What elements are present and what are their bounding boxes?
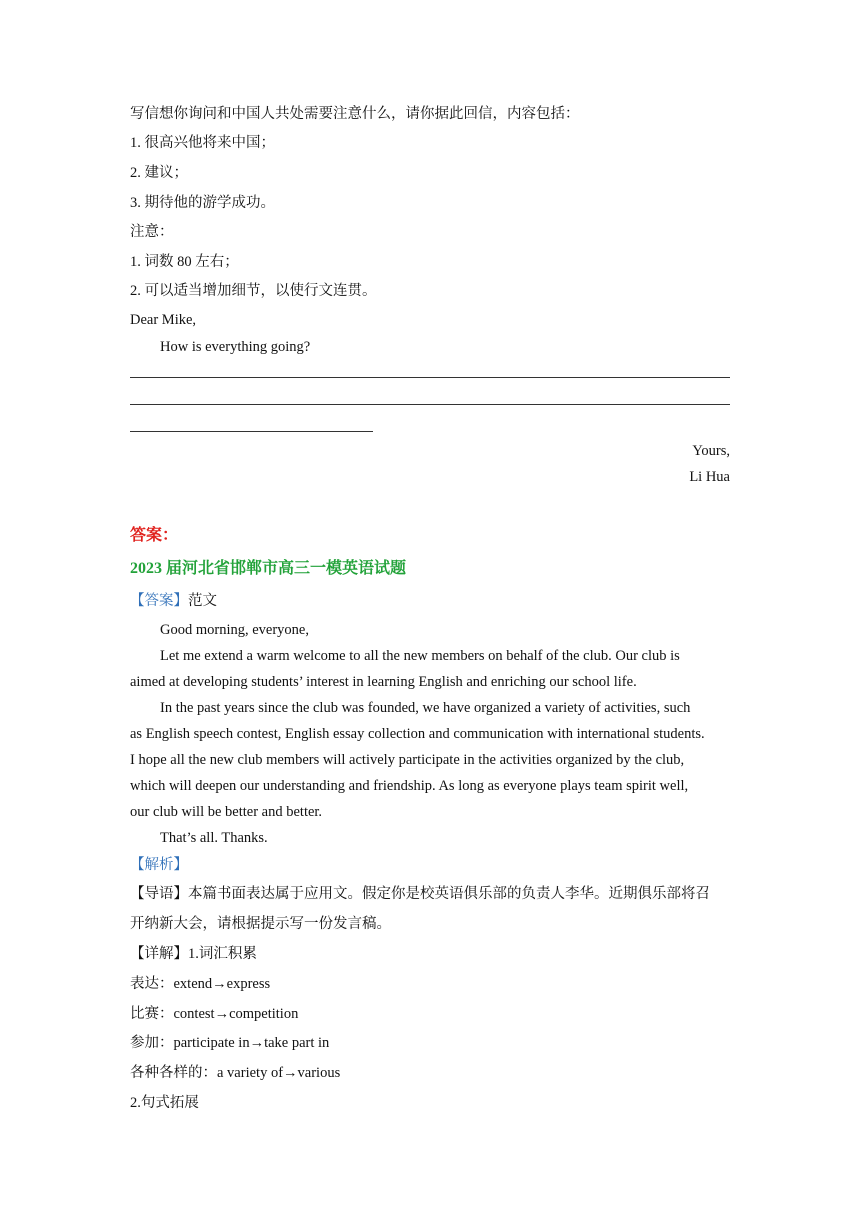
essay-line: I hope all the new club members will actively participate in the activities organized by the club, bbox=[130, 752, 685, 768]
guide-line-2: 开纳新大会，请根据提示写一份发言稿。 bbox=[130, 916, 391, 932]
guide-line-1 bbox=[130, 884, 710, 904]
section-2-title: 2.句式拓展 bbox=[130, 1095, 199, 1111]
answer-heading: 答案： bbox=[130, 527, 179, 544]
note-2: 2. 可以适当增加细节，以使行文连贯。 bbox=[130, 283, 377, 299]
letter-opening: How is everything going? bbox=[160, 339, 311, 355]
essay-line: aimed at developing students’ interest in learning English and enriching our school life. bbox=[130, 674, 637, 690]
essay-line: as English speech contest, English essay collection and communication with international students. bbox=[130, 726, 705, 742]
detail-line bbox=[130, 944, 257, 964]
letter-signature: Li Hua bbox=[689, 469, 730, 485]
note-1: 1. 词数 80 左右； bbox=[130, 254, 239, 270]
prompt-point-3: 3. 期待他的游学成功。 bbox=[130, 195, 275, 211]
answer-line-2 bbox=[130, 404, 730, 405]
essay-line: Good morning, everyone, bbox=[160, 622, 309, 638]
exam-title: 2023 届河北省邯郸市高三一模英语试题 bbox=[130, 560, 407, 577]
answer-tag-line bbox=[130, 591, 217, 611]
essay-line: That’s all. Thanks. bbox=[160, 830, 268, 846]
answer-line-3 bbox=[130, 431, 373, 432]
essay-line: our club will be better and better. bbox=[130, 804, 323, 820]
prompt-point-1: 1. 很高兴他将来中国； bbox=[130, 135, 275, 151]
prompt-intro: 写信想你询问和中国人共处需要注意什么，请你据此回信，内容包括： bbox=[130, 106, 580, 122]
analysis-tag: 【解析】 bbox=[130, 857, 188, 873]
detail-title: 1.词汇积累 bbox=[188, 946, 257, 962]
answer-line-1 bbox=[130, 377, 730, 378]
prompt-point-2: 2. 建议； bbox=[130, 165, 188, 181]
answer-tag-text: 范文 bbox=[188, 593, 217, 609]
detail-tag: 【详解】 bbox=[130, 946, 188, 962]
guide-text-1: 本篇书面表达属于应用文。假定你是校英语俱乐部的负责人李华。近期俱乐部将召 bbox=[188, 886, 710, 902]
vocab-item: 参加：participate in→take part in bbox=[130, 1035, 330, 1051]
essay-line: which will deepen our understanding and friendship. As long as everyone plays team spirit well, bbox=[130, 778, 689, 794]
note-title: 注意： bbox=[130, 224, 174, 240]
essay-line: Let me extend a warm welcome to all the new members on behalf of the club. Our club is bbox=[160, 648, 680, 664]
letter-salutation: Dear Mike, bbox=[130, 312, 197, 328]
letter-closing: Yours, bbox=[692, 443, 730, 459]
essay-line: In the past years since the club was founded, we have organized a variety of activities, such bbox=[160, 700, 691, 716]
vocab-item: 表达：extend→express bbox=[130, 976, 271, 992]
vocab-item: 比赛：contest→competition bbox=[130, 1006, 299, 1022]
answer-tag: 【答案】 bbox=[130, 593, 188, 609]
vocab-item: 各种各样的：a variety of→various bbox=[130, 1065, 341, 1081]
guide-tag: 【导语】 bbox=[130, 886, 188, 902]
